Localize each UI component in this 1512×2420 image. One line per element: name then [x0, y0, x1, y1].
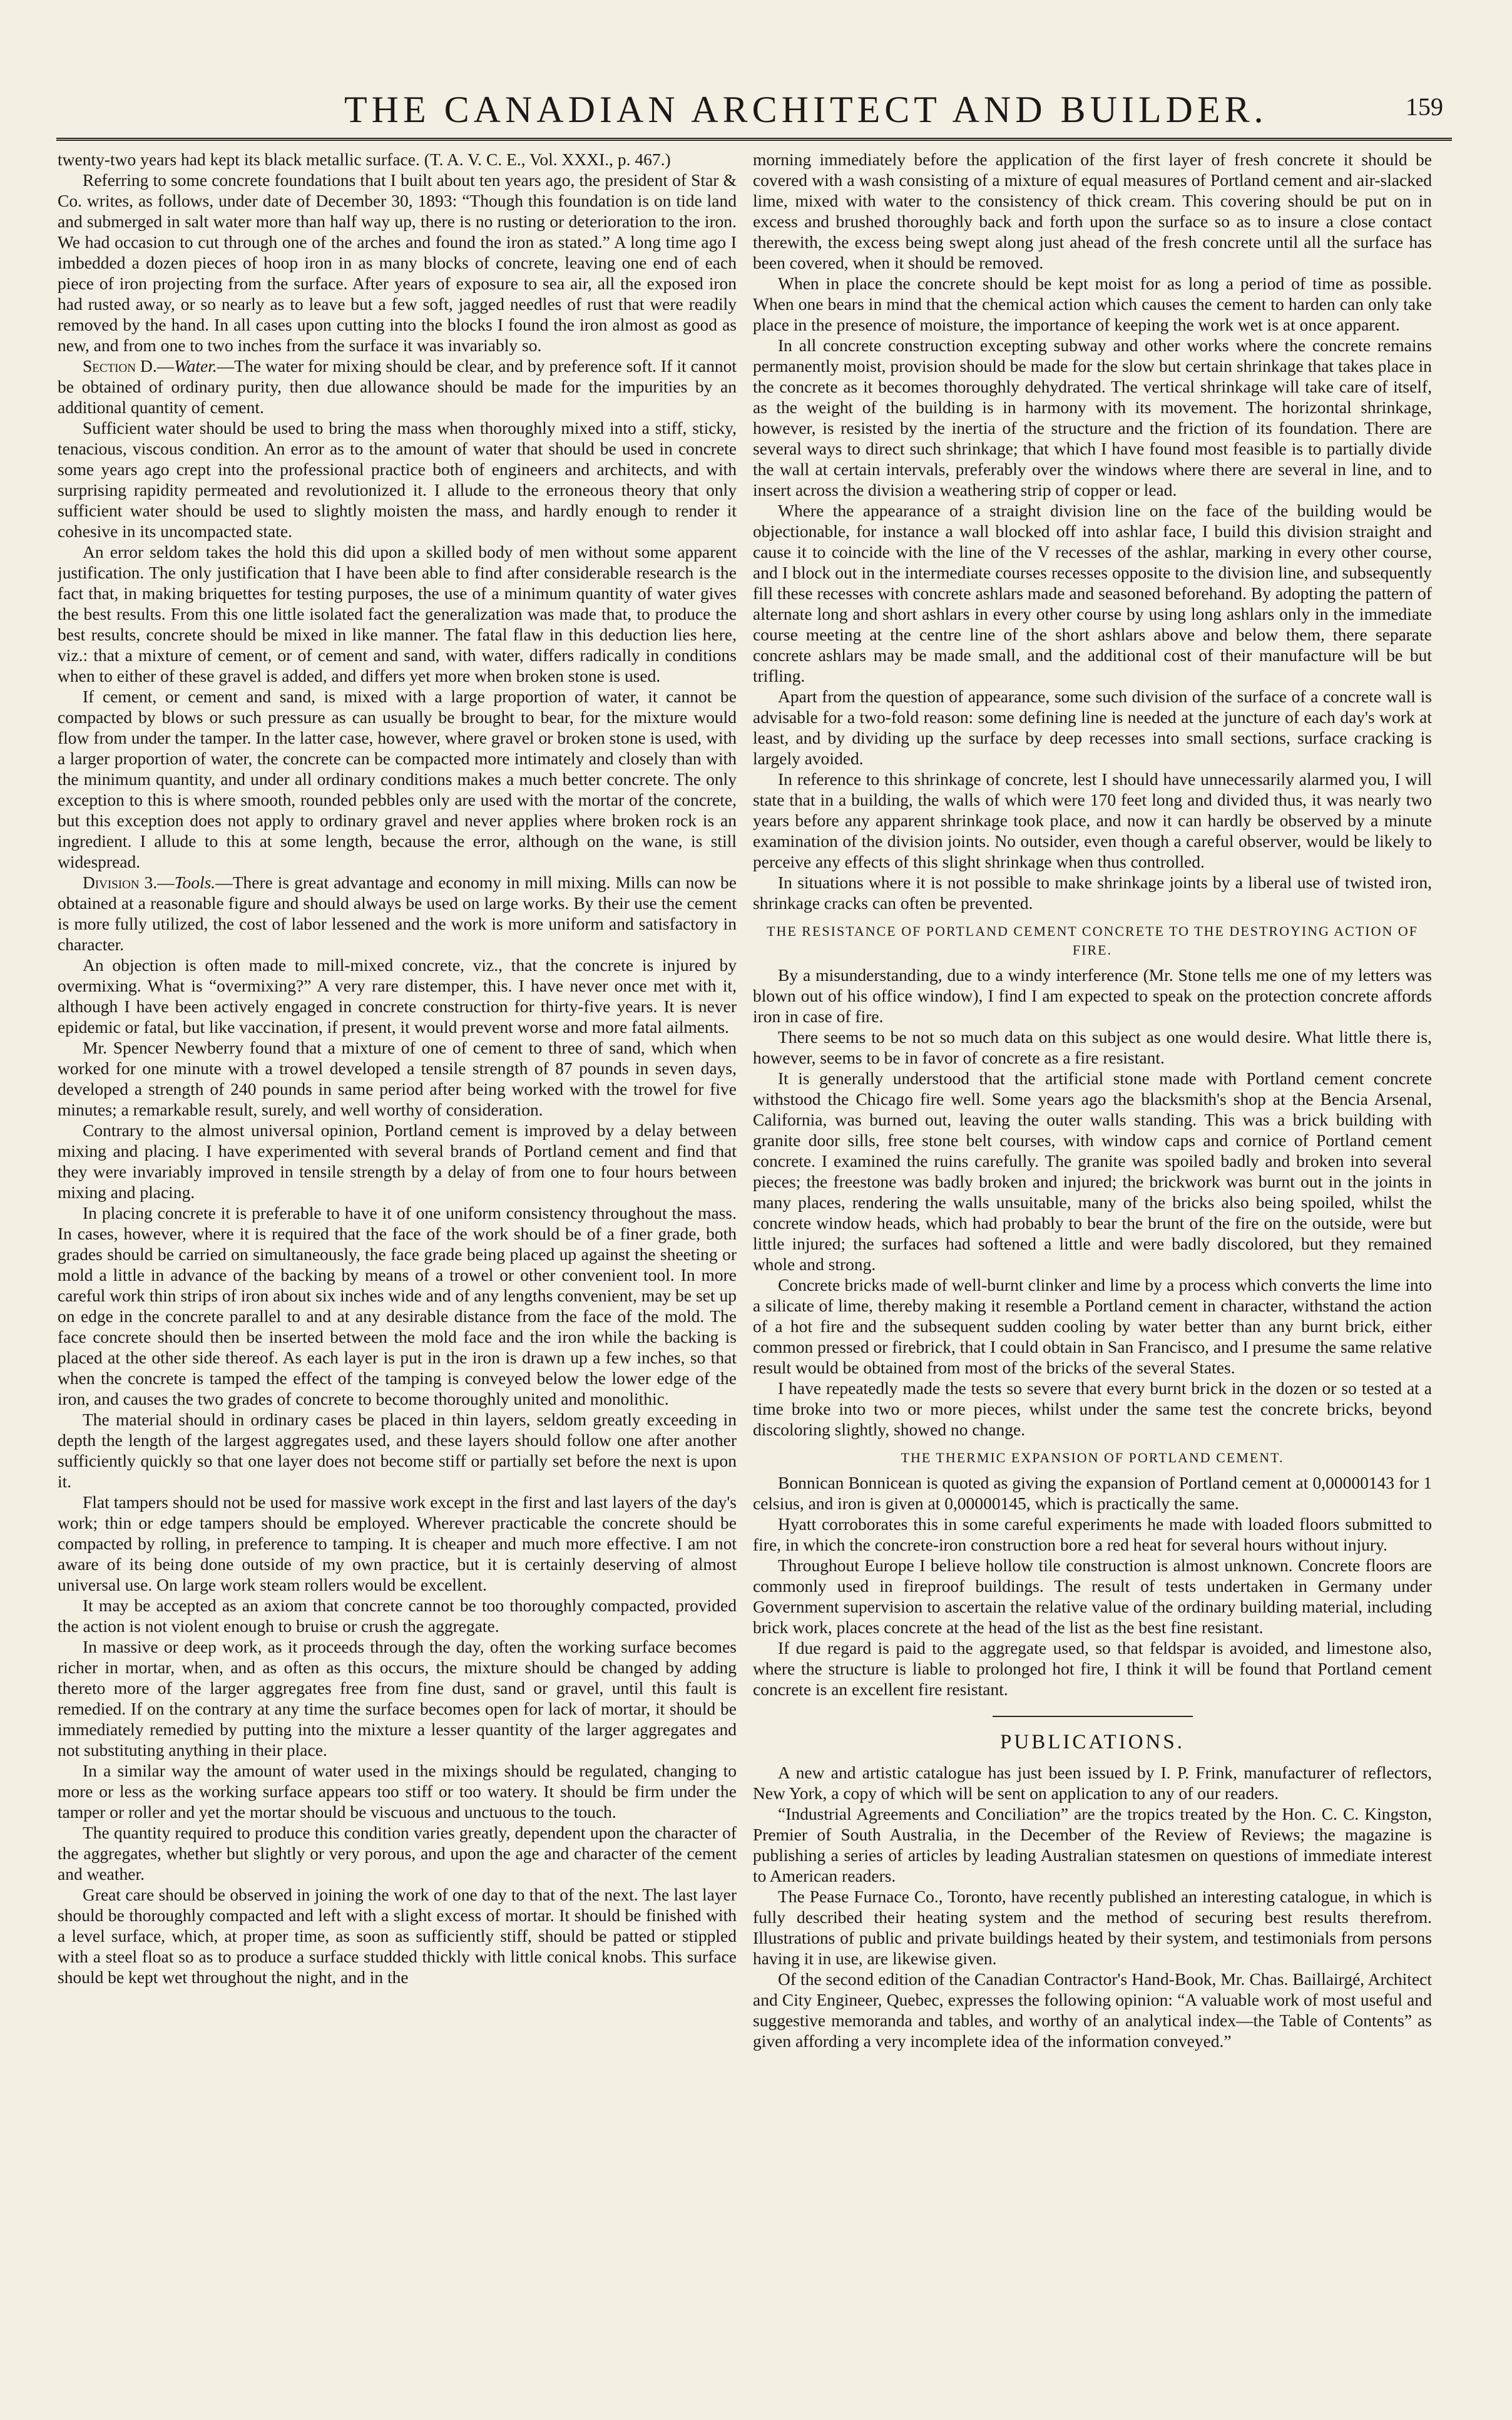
article-paragraph: It is generally understood that the artificial stone made with Portland cement concrete withstood the Chicago fire well. Some years ago the blacksmith's shop at the Bencia Arsenal, California, was burned out, leaving the outer walls standing. This was a brick building with granite door sills, free stone belt courses, with window caps and cornice of Portland cement concrete. I examined the ruins carefully. The granite was spoiled badly and broken into several pieces; the freestone was badly broken and injured; the brickwork was burnt out in the joints in many places, rendering the walls unsuitable, many of the bricks also being spoiled, whilst the concrete window heads, which had probably to bear the brunt of the fire on the outside, were but little injured; the surfaces had softened a little and were badly discolored, but they remained whole and strong. — [753, 1069, 1432, 1274]
article-paragraph: Where the appearance of a straight division line on the face of the building would be objectionable, for instance a wall blocked off into ashlar face, I build this division straight and cause it to coincide with the line of the V recesses of the ashlar, marking in every other course, and I block out in the intermediate courses recesses opposite to the division line, and subsequently fill these recesses with concrete ashlars made and seasoned beforehand. By adopting the pattern of alternate long and short ashlars in every other course by using long ashlars only in the immediate course meeting at the centre line of the short ashlars above and below them, there separate concrete ashlars may be made small, and the additional cost of their manufacture will be but trifling. — [753, 501, 1432, 685]
article-paragraph: Referring to some concrete foundations that I built about ten years ago, the president of Star & Co. writes, as follows, under date of December 30, 1893: “Though this foundation is on tide land and submerged in salt water more than half way up, there is no rusting or deterioration to the iron. We had occasion to cut through one of the arches and found the iron as stated.” A long time ago I imbedded a dozen pieces of hoop iron in as many blocks of concrete, leaving one end of each piece of iron projecting from the surface. After years of exposure to sea air, all the exposed iron had rusted away, or so nearly as to leave but a few soft, jagged needles of rust that were readily removed by the hand. In all cases upon cutting into the blocks I found the iron almost as good as new, and from one to two inches from the surface it was invariably so. — [58, 170, 737, 355]
article-paragraph: By a misunderstanding, due to a windy interference (Mr. Stone tells me one of my letters was blown out of his office window), I find I am expected to speak on the protection concrete affords iron in case of fire. — [753, 965, 1432, 1026]
article-paragraph: If cement, or cement and sand, is mixed with a large proportion of water, it cannot be compacted by blows or such pressure as can usually be brought to bear, for the mixture would flow from under the tamper. In the latter case, however, where gravel or broken stone is used, with a larger proportion of water, the concrete can be compacted more intimately and closely than with the minimum quantity, and under all ordinary conditions makes a much better concrete. The only exception to this is where smooth, rounded pebbles only are used with the mortar of the concrete, but this exception does not apply to ordinary gravel and never applies where broken rock is an ingredient. I allude to this at some length, because the error, although on the wane, is still widespread. — [58, 687, 737, 871]
article-paragraph — [58, 872, 737, 955]
article-paragraph: I have repeatedly made the tests so severe that every burnt brick in the dozen or so tested at a time broke into two or more pieces, whilst under the same test the concrete bricks, beyond discoloring slightly, showed no change. — [753, 1378, 1432, 1439]
section-lead-title: Tools. — [174, 873, 216, 892]
article-paragraph: Mr. Spencer Newberry found that a mixture of one of cement to three of sand, which when worked for one minute with a trowel developed a tensile strength of 87 pounds in seven days, developed a strength of 240 pounds in same period after being worked with the trowel for five minutes; a remarkable result, surely, and well worthy of consideration. — [58, 1038, 737, 1119]
article-paragraph: Of the second edition of the Canadian Contractor's Hand-Book, Mr. Chas. Baillairgé, Architect and City Engineer, Quebec, expresses the following opinion: “A valuable work of most useful and suggestive memoranda and tables, and worthy of an analytical index—the Table of Contents” as given affording a very incomplete idea of the information conveyed.” — [753, 1969, 1432, 2051]
page-number: 159 — [1406, 93, 1443, 121]
article-paragraph: Apart from the question of appearance, some such division of the surface of a concrete wall is advisable for a two-fold reason: some defining line is needed at the juncture of each day's work at least, and by dividing up the surface by deep recesses into small sections, surface cracking is largely avoided. — [753, 687, 1432, 768]
article-paragraph: A new and artistic catalogue has just been issued by I. P. Frink, manufacturer of reflectors, New York, a copy of which will be sent on application to any of our readers. — [753, 1763, 1432, 1803]
article-paragraph: When in place the concrete should be kept moist for as long a period of time as possible. When one bears in mind that the chemical action which causes the cement to harden can only take place in the presence of moisture, the importance of keeping the work wet is at once apparent. — [753, 274, 1432, 334]
article-paragraph: morning immediately before the application of the first layer of fresh concrete it should be covered with a wash consisting of a mixture of equal measures of Portland cement and air-slacked lime, mixed with water to the consistency of thick cream. This covering should be put on in excess and brushed thoroughly back and forth upon the surface so as to insure a close contact therewith, the excess being swept along just ahead of the fresh concrete until all the surface has been covered, when it should be removed. — [753, 150, 1432, 272]
article-paragraph: If due regard is paid to the aggregate used, so that feldspar is avoided, and limestone also, where the structure is liable to prolonged hot fire, I think it will be found that Portland cement concrete is an excellent fire resistant. — [753, 1638, 1432, 1699]
article-paragraph: The material should in ordinary cases be placed in thin layers, seldom greatly exceeding in depth the length of the largest aggregates used, and these layers should follow one after another sufficiently quickly so that one layer does not become stiff or partially set before the next is upon it. — [58, 1410, 737, 1491]
article-paragraph: In all concrete construction excepting subway and other works where the concrete remains permanently moist, provision should be made for the slow but certain shrinkage that takes place in the concrete as it becomes thoroughly dehydrated. The vertical shrinkage will take care of itself, as the weight of the building is in harmony with its movement. The horizontal shrinkage, however, is resisted by the inertia of the structure and the friction of its foundation. There are several ways to direct such shrinkage; that which I have found most feasible is to partially divide the wall at certain intervals, preferably over the windows where there are several in line, and to insert across the division a weathering strip of copper or lead. — [753, 336, 1432, 500]
section-lead: Section D.— — [83, 356, 175, 376]
article-paragraph: Hyatt corroborates this in some careful experiments he made with loaded floors submitted to fire, in which the concrete-iron construction bore a red heat for several hours without injury. — [753, 1514, 1432, 1554]
article-paragraph: In reference to this shrinkage of concrete, lest I should have unnecessarily alarmed you, I will state that in a building, the walls of which were 170 feet long and divided thus, it was nearly two years before any apparent shrinkage took place, and now it can hardly be observed by a minute examination of the division joints. No outsider, even though a careful observer, would be likely to perceive any effects of this slight shrinkage when thus controlled. — [753, 769, 1432, 871]
article-paragraph: Throughout Europe I believe hollow tile construction is almost unknown. Concrete floors are commonly used in fireproof buildings. The result of tests undertaken in Germany under Government supervision to ascertain the relative value of the ordinary building material, including brick work, places concrete at the head of the list as the best fine resistant. — [753, 1556, 1432, 1637]
article-paragraph: Great care should be observed in joining the work of one day to that of the next. The last layer should be thoroughly compacted and left with a slight excess of mortar. It should be finished with a level surface, which, at proper time, as soon as sufficiently stiff, should be patted or stippled with a steel float so as to produce a surface studded thickly with little conical knobs. This surface should be kept wet throughout the night, and in the — [58, 1885, 737, 1987]
masthead-title: THE CANADIAN ARCHITECT AND BUILDER. — [344, 89, 1268, 130]
article-paragraph: “Industrial Agreements and Conciliation” are the tropics treated by the Hon. C. C. Kingston, Premier of South Australia, in the December of the Review of Reviews; the magazine is publishing a series of articles by leading Australian statesmen on questions of immediate interest to American readers. — [753, 1804, 1432, 1885]
article-paragraph: The Pease Furnace Co., Toronto, have recently published an interesting catalogue, in which is fully described their heating system and the method of securing best results therefrom. Illustrations of public and private buildings heated by their system, and testimonials from persons having it in use, are likewise given. — [753, 1887, 1432, 1968]
article-paragraph: In situations where it is not possible to make shrinkage joints by a liberal use of twisted iron, shrinkage cracks can often be prevented. — [753, 873, 1432, 913]
article-paragraph: In placing concrete it is preferable to have it of one uniform consistency throughout the mass. In cases, however, where it is required that the face of the work should be of a finer grade, both grades should be carried on simultaneously, the face grade being placed up against the sheeting or mold a little in advance of the backing by means of a trowel or other convenient tool. In more careful work thin strips of iron about six inches wide and of any lengths convenient, may be set up on edge in the concrete parallel to and at any desirable distance from the face of the mold. The face concrete should then be inserted between the mold face and the iron while the backing is placed at the other side thereof. As each layer is put in the iron is drawn up a few inches, so that when the concrete is tamped the effect of the tamping is conveyed below the lower edge of the iron, and causes the two grades of concrete to become thoroughly united and monolithic. — [58, 1203, 737, 1408]
article-paragraph: It may be accepted as an axiom that concrete cannot be too thoroughly compacted, provided the action is not violent enough to bruise or crush the aggregate. — [58, 1596, 737, 1636]
article-paragraph: Sufficient water should be used to bring the mass when thoroughly mixed into a stiff, sticky, tenacious, viscous condition. An error as to the amount of water that should be used in concrete some years ago crept into the professional practice both of engineers and architects, and with surprising rapidity permeated and revolutionized it. I allude to the erroneous theory that only sufficient water should be used to slightly moisten the mass, and hardly enough to render it cohesive in its uncompacted state. — [58, 418, 737, 541]
article-paragraph: The quantity required to produce this condition varies greatly, dependent upon the character of the aggregates, whether but slightly or very porous, and upon the age and character of the cement and weather. — [58, 1823, 737, 1884]
subsection-heading: THE THERMIC EXPANSION OF PORTLAND CEMENT. — [901, 1450, 1284, 1465]
left-column — [58, 149, 737, 2377]
section-lead-title: Water. — [174, 356, 217, 376]
article-paragraph — [58, 356, 737, 418]
article-paragraph: Concrete bricks made of well-burnt clinker and lime by a process which converts the lime into a silicate of lime, thereby making it resemble a Portland cement in character, withstand the action of a hot fire and the subsequent sudden cooling by water better than any burnt brick, either common pressed or firebrick, that I could obtain in San Francisco, and I presume the same relative result would be obtained from most of the bricks of the several States. — [753, 1275, 1432, 1377]
article-paragraph: twenty-two years had kept its black metallic surface. (T. A. V. C. E., Vol. XXXI., p. 467.) — [58, 150, 671, 169]
section-lead: Division 3.— — [83, 873, 175, 892]
subsection-heading: THE RESISTANCE OF PORTLAND CEMENT CONCRETE TO THE DESTROYING ACTION OF FIRE. — [767, 923, 1418, 958]
paragraph-body: —The water for mixing should be clear, and by preference soft. If it cannot be obtained of ordinary purity, then due allowance should be made for the impurities by an additional quantity of cement. — [58, 356, 737, 417]
article-paragraph: Flat tampers should not be used for massive work except in the first and last layers of the day's work; thin or edge tampers should be employed. Wherever practicable the concrete should be compacted by rolling, in preference to tamping. It is cheaper and much more effective. I am not aware of its being done outside of my own practice, but it is certainly deserving of almost universal use. On large work steam rollers would be excellent. — [58, 1492, 737, 1594]
masthead — [56, 81, 1452, 141]
article-paragraph: In a similar way the amount of water used in the mixings should be regulated, changing to more or less as the working surface appears too stiff or too watery. It should be firm under the tamper or roller and yet the mortar should be viscuous and unctuous to the touch. — [58, 1761, 737, 1822]
article-paragraph: An error seldom takes the hold this did upon a skilled body of men without some apparent justification. The only justification that I have been able to find after considerable research is the fact that, in making briquettes for testing purposes, the use of a minimum quantity of water gives the best results. From this one little isolated fact the generalization was made that, to produce the best results, concrete should be mixed in like manner. The fatal flaw in this deduction lies here, viz.: that a mixture of cement, or of cement and sand, with water, differs radically in conditions when to either of these gravel is added, and differs yet more when broken stone is used. — [58, 542, 737, 685]
article-paragraph: An objection is often made to mill-mixed concrete, viz., that the concrete is injured by overmixing. What is “overmixing?” A very rare distemper, this. I have never once met with it, although I have been actively engaged in concrete construction for thirty-five years. It is never epidemic or fatal, but like vaccination, if present, it would prevent worse and more fatal ailments. — [58, 955, 737, 1037]
section-divider — [993, 1716, 1193, 1717]
right-column — [753, 149, 1432, 2377]
article-paragraph: Bonnican Bonnicean is quoted as giving the expansion of Portland cement at 0,00000143 for 1 celsius, and iron is given at 0,00000145, which is practically the same. — [753, 1473, 1432, 1513]
paragraph-body: —There is great advantage and economy in mill mixing. Mills can now be obtained at a reasonable figure and should always be used on large works. By their use the cement is more fully utilized, the cost of labor lessened and the work is more uniform and satisfactory in character. — [58, 873, 737, 954]
article-paragraph: There seems to be not so much data on this subject as one would desire. What little there is, however, seems to be in favor of concrete as a fire resistant. — [753, 1027, 1432, 1067]
article-paragraph: Contrary to the almost universal opinion, Portland cement is improved by a delay between mixing and placing. I have experimented with several brands of Portland cement and find that they were invariably improved in tensile strength by a delay of from one to four hours between mixing and placing. — [58, 1120, 737, 1202]
article-paragraph: In massive or deep work, as it proceeds through the day, often the working surface becomes richer in mortar, when, and as often as this occurs, the mixture should be changed by adding thereto more of the larger aggregates free from fine dust, sand or gravel, until this fault is remedied. If on the contrary at any time the surface becomes open for lack of mortar, it should be immediately remedied by putting into the mixture a lesser quantity of the larger aggregates and not substituting anything in their place. — [58, 1637, 737, 1760]
section-heading: PUBLICATIONS. — [1000, 1731, 1185, 1753]
